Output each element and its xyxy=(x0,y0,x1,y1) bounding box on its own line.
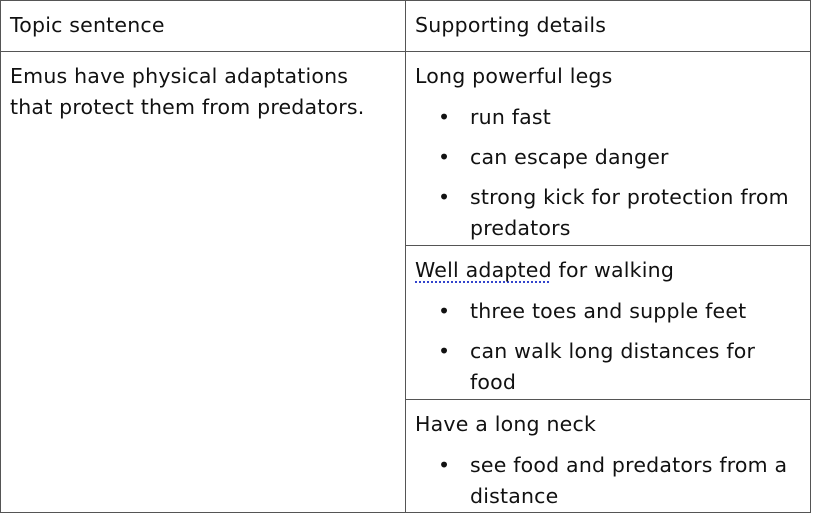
list-item xyxy=(438,102,800,133)
group-2-heading xyxy=(415,255,674,286)
bullet-icon: • xyxy=(438,105,451,129)
bullet-icon: • xyxy=(438,339,451,363)
header-row-divider xyxy=(1,51,810,52)
bullet-icon: • xyxy=(438,145,451,169)
list-item xyxy=(438,450,800,512)
group-1-bullet-list xyxy=(438,102,800,253)
group-1-heading: Long powerful legs xyxy=(415,64,613,88)
topic-sentence-line-2: that protect them from predators. xyxy=(10,95,365,119)
bullet-text: run fast xyxy=(470,105,552,129)
group-2-bullet-list xyxy=(438,296,800,407)
header-topic-sentence: Topic sentence xyxy=(10,13,165,37)
bullet-text: see food and predators from a distance xyxy=(470,453,788,508)
list-item xyxy=(438,142,800,173)
column-divider xyxy=(405,1,406,512)
list-item xyxy=(438,336,800,398)
bullet-text: can escape danger xyxy=(470,145,669,169)
group-2-heading-rest: for walking xyxy=(551,258,675,282)
list-item xyxy=(438,296,800,327)
bullet-icon: • xyxy=(438,299,451,323)
list-item xyxy=(438,182,800,244)
bullet-text: can walk long distances for food xyxy=(470,339,756,394)
header-supporting-details: Supporting details xyxy=(415,13,607,37)
topic-sentence-line-1: Emus have physical adaptations xyxy=(10,64,349,88)
bullet-icon: • xyxy=(438,185,451,209)
spellcheck-underlined-text: Well adapted xyxy=(415,258,552,282)
bullet-text: strong kick for protection from predators xyxy=(470,185,789,240)
bullet-text: three toes and supple feet xyxy=(470,299,747,323)
group-3-heading: Have a long neck xyxy=(415,412,597,436)
group-3-bullet-list xyxy=(438,450,800,521)
bullet-icon: • xyxy=(438,453,451,477)
